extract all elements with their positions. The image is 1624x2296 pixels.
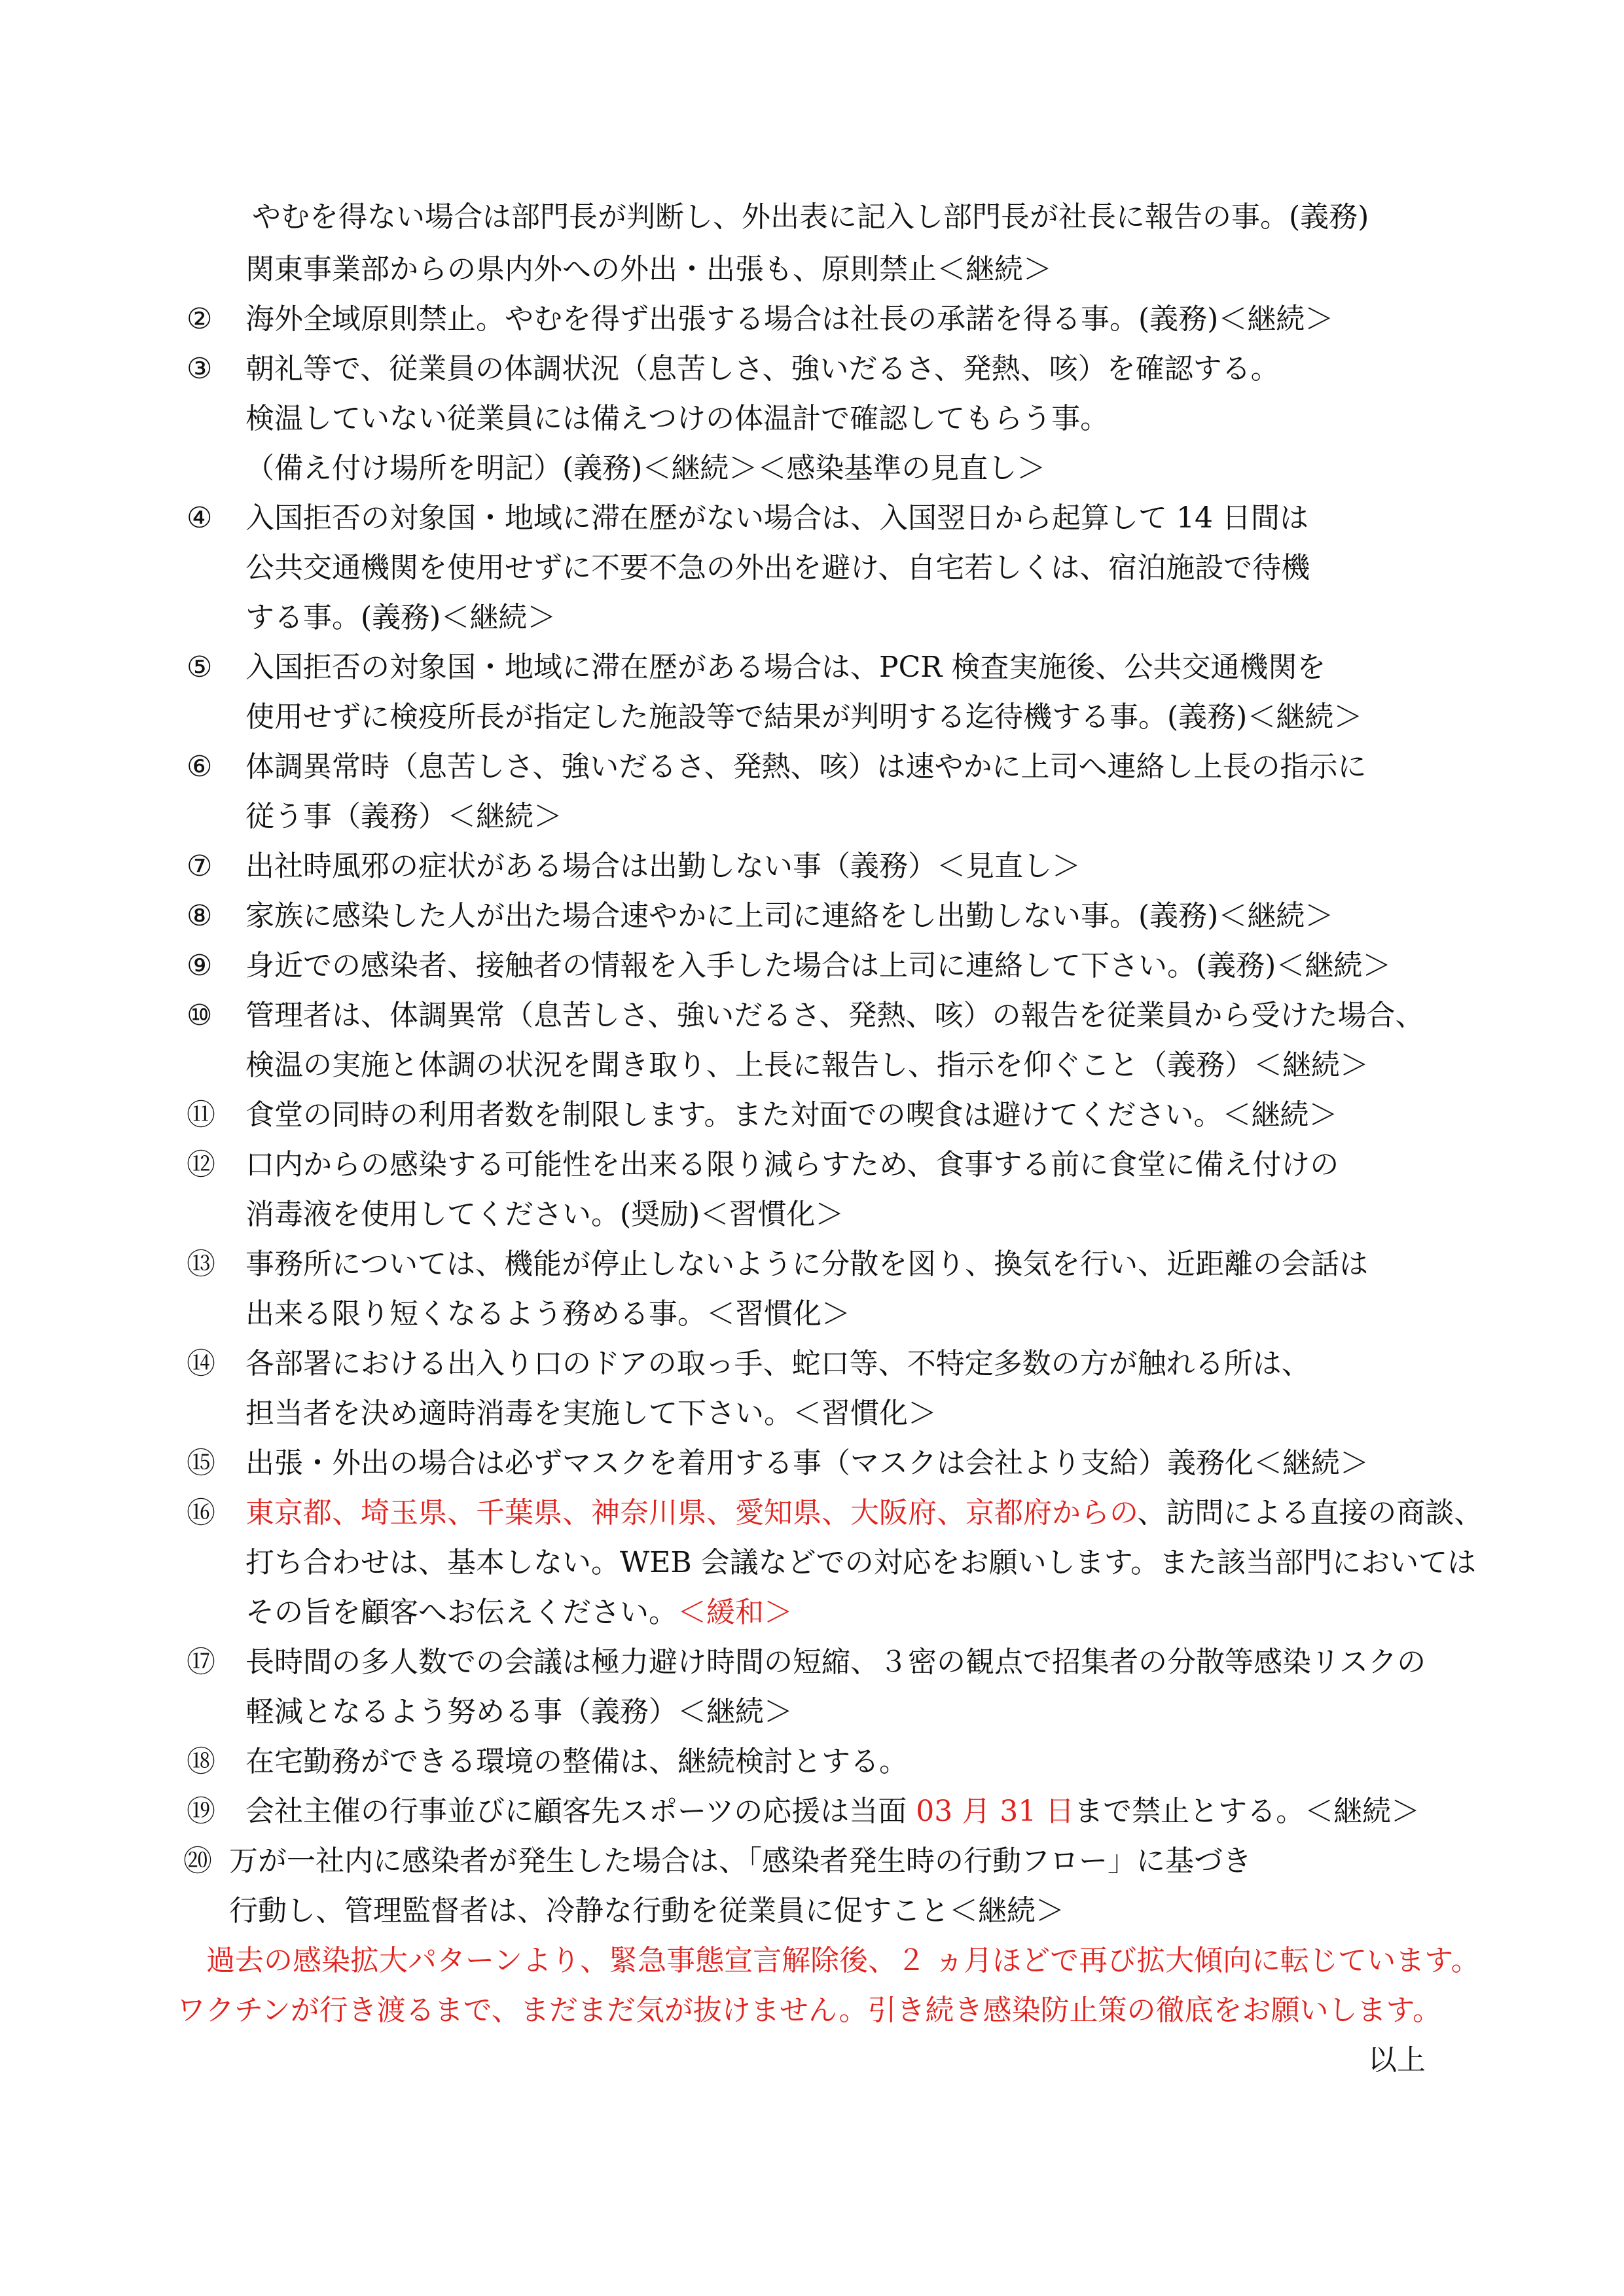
item-text: （備え付け場所を明記）(義務)＜継続＞＜感染基準の見直し＞ <box>245 452 1046 485</box>
item-number: ⑦ <box>187 850 213 883</box>
item-number: ⑪ <box>187 1098 215 1132</box>
item-text-rest: 、訪問による直接の商談、 <box>1137 1496 1483 1530</box>
item-text: 打ち合わせは、基本しない。WEB 会議などでの対応をお願いします。また該当部門においては <box>245 1546 1477 1579</box>
item-number: ⑯ <box>187 1496 215 1530</box>
item-text: 出来る限り短くなるよう務める事。＜習慣化＞ <box>245 1297 850 1331</box>
item-text: する事。(義務)＜継続＞ <box>245 601 556 634</box>
item-number: ⑬ <box>187 1247 215 1281</box>
item-number: ③ <box>187 352 213 386</box>
item-text: 軽減となるよう努める事（義務）＜継続＞ <box>245 1695 793 1729</box>
item-text: 各部署における出入り口のドアの取っ手、蛇口等、不特定多数の方が触れる所は、 <box>245 1347 1310 1380</box>
item-text: 食堂の同時の利用者数を制限します。また対面での喫食は避けてください。＜継続＞ <box>245 1098 1338 1132</box>
highlighted-prefectures: 東京都、埼玉県、千葉県、神奈川県、愛知県、大阪府、京都府からの <box>245 1496 1138 1530</box>
item-number: ⑩ <box>187 999 213 1032</box>
closing-line-1: 過去の感染拡大パターンより、緊急事態宣言解除後、２ ヵ月ほどで再び拡大傾向に転じています。 <box>206 1944 1480 1977</box>
item-text <box>245 1792 1420 1831</box>
item-number: ⑤ <box>187 651 213 684</box>
closing-line-2: ワクチンが行き渡るまで、まだまだ気が抜けません。引き続き感染防止策の徹底をお願いします。 <box>177 1994 1442 2027</box>
item-text: 在宅勤務ができる環境の整備は、継続検討とする。 <box>245 1745 908 1778</box>
item-text: 口内からの感染する可能性を出来る限り減らすため、食事する前に食堂に備え付けの <box>245 1148 1339 1181</box>
item-text: 検温していない従業員には備えつけの体温計で確認してもらう事。 <box>245 402 1110 435</box>
item-text-main: その旨を顧客へお伝えください。 <box>245 1596 677 1629</box>
item-number: ② <box>187 302 213 336</box>
item-number: ⑳ <box>183 1844 212 1878</box>
status-tag-relaxed: ＜緩和＞ <box>677 1596 793 1629</box>
item-text <box>245 1494 1483 1533</box>
item-text: 事務所については、機能が停止しないように分散を図り、換気を行い、近距離の会話は <box>245 1247 1369 1281</box>
item-text-before: 会社主催の行事並びに顧客先スポーツの応援は当面 <box>245 1795 916 1828</box>
item-number: ⑲ <box>187 1795 215 1828</box>
intro-line-1: やむを得ない場合は部門長が判断し、外出表に記入し部門長が社長に報告の事。(義務) <box>252 200 1369 234</box>
item-text: 万が一社内に感染者が発生した場合は、「感染者発生時の行動フロー」に基づき <box>229 1844 1252 1878</box>
item-text: 行動し、管理監督者は、冷静な行動を従業員に促すこと＜継続＞ <box>229 1894 1064 1928</box>
item-text: 従う事（義務）＜継続＞ <box>245 800 562 833</box>
item-number: ⑫ <box>187 1148 215 1181</box>
item-text: 使用せずに検疫所長が指定した施設等で結果が判明する迄待機する事。(義務)＜継続＞ <box>245 700 1363 734</box>
item-text: 出社時風邪の症状がある場合は出勤しない事（義務）＜見直し＞ <box>245 850 1081 883</box>
item-text: 体調異常時（息苦しさ、強いだるさ、発熱、咳）は速やかに上司へ連絡し上長の指示に <box>245 750 1367 783</box>
item-text: 管理者は、体調異常（息苦しさ、強いだるさ、発熱、咳）の報告を従業員から受けた場合、 <box>245 999 1424 1032</box>
item-text-after: まで禁止とする。＜継続＞ <box>1074 1795 1420 1828</box>
item-number: ⑥ <box>187 750 213 783</box>
item-number: ⑧ <box>187 899 213 933</box>
item-text: 検温の実施と体調の状況を聞き取り、上長に報告し、指示を仰ぐこと（義務）＜継続＞ <box>245 1049 1369 1082</box>
item-text: 入国拒否の対象国・地域に滞在歴がない場合は、入国翌日から起算して 14 日間は <box>245 501 1308 535</box>
item-text: 出張・外出の場合は必ずマスクを着用する事（マスクは会社より支給）義務化＜継続＞ <box>245 1446 1369 1480</box>
item-text: 消毒液を使用してください。(奨励)＜習慣化＞ <box>245 1198 844 1231</box>
item-text: 公共交通機関を使用せずに不要不急の外出を避け、自宅若しくは、宿泊施設で待機 <box>245 551 1310 584</box>
item-text: 家族に感染した人が出た場合速やかに上司に連絡をし出勤しない事。(義務)＜継続＞ <box>245 899 1334 933</box>
intro-line-2: 関東事業部からの県内外への外出・出張も、原則禁止＜継続＞ <box>245 253 1052 286</box>
item-number: ⑱ <box>187 1745 215 1778</box>
item-text: 担当者を決め適時消毒を実施して下さい。＜習慣化＞ <box>245 1397 937 1430</box>
deadline-date: 03 月 31 日 <box>916 1795 1075 1828</box>
end-mark: 以上 <box>1368 2043 1426 2077</box>
item-number: ④ <box>187 501 213 535</box>
item-text: 朝礼等で、従業員の体調状況（息苦しさ、強いだるさ、発熱、咳）を確認する。 <box>245 352 1280 386</box>
item-number: ⑨ <box>187 949 213 982</box>
item-text: 入国拒否の対象国・地域に滞在歴がある場合は、PCR 検査実施後、公共交通機関を <box>245 651 1326 684</box>
item-text: 長時間の多人数での会議は極力避け時間の短縮、３密の観点で招集者の分散等感染リスクの <box>245 1645 1426 1679</box>
item-number: ⑭ <box>187 1347 215 1380</box>
item-number: ⑮ <box>187 1446 215 1480</box>
item-text: 身近での感染者、接触者の情報を入手した場合は上司に連絡して下さい。(義務)＜継続＞ <box>245 949 1392 982</box>
item-text: 海外全域原則禁止。やむを得ず出張する場合は社長の承諾を得る事。(義務)＜継続＞ <box>245 302 1334 336</box>
item-text <box>245 1593 793 1632</box>
item-number: ⑰ <box>187 1645 215 1679</box>
